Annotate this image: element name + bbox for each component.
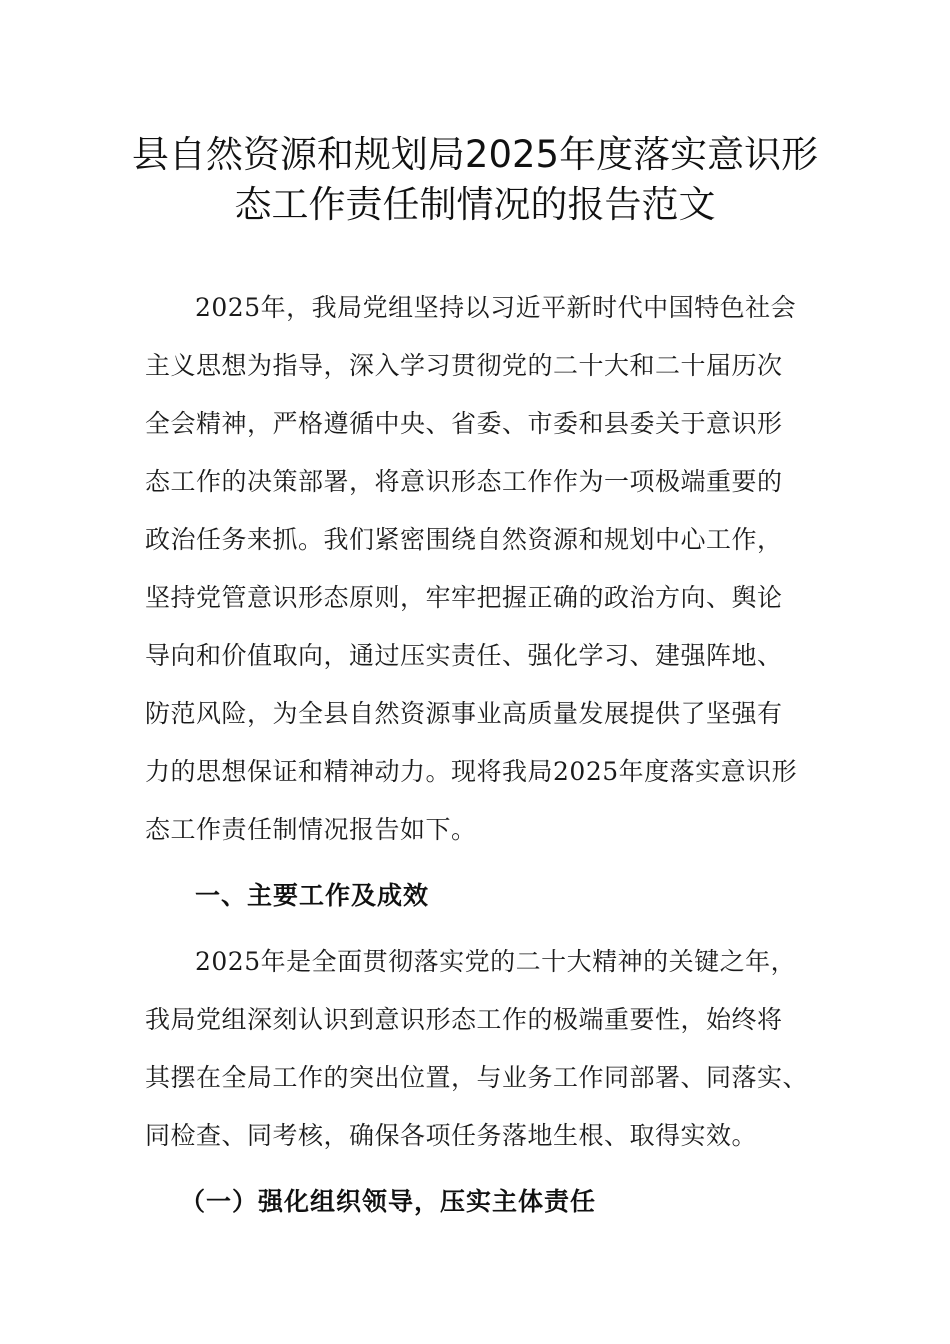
document-title-line-2: 态工作责任制情况的报告范文 [234, 183, 716, 226]
intro-paragraph-line: 2025年，我局党组坚持以习近平新时代中国特色社会 [195, 293, 797, 322]
intro-paragraph-line: 态工作责任制情况报告如下。 [145, 815, 477, 844]
intro-paragraph-line: 全会精神，严格遵循中央、省委、市委和县委关于意识形 [145, 409, 783, 438]
intro-paragraph-line: 防范风险，为全县自然资源事业高质量发展提供了坚强有 [145, 699, 783, 728]
section-1-paragraph-line: 2025年是全面贯彻落实党的二十大精神的关键之年， [195, 947, 797, 976]
section-1-paragraph-line: 我局党组深刻认识到意识形态工作的极端重要性，始终将 [145, 1005, 783, 1034]
section-1-paragraph-line: 同检查、同考核，确保各项任务落地生根、取得实效。 [145, 1121, 758, 1150]
intro-paragraph-line: 态工作的决策部署，将意识形态工作作为一项极端重要的 [145, 467, 783, 496]
intro-paragraph-line: 政治任务来抓。我们紧密围绕自然资源和规划中心工作， [145, 525, 783, 554]
intro-paragraph-line: 坚持党管意识形态原则，牢牢把握正确的政治方向、舆论 [145, 583, 783, 612]
intro-paragraph-line: 力的思想保证和精神动力。现将我局2025年度落实意识形 [145, 757, 798, 786]
section-1-heading: 一、主要工作及成效 [195, 881, 430, 910]
section-1-paragraph-line: 其摆在全局工作的突出位置，与业务工作同部署、同落实、 [145, 1063, 809, 1092]
document-title-line-1: 县自然资源和规划局2025年度落实意识形 [131, 133, 819, 176]
subsection-1-heading: （一）强化组织领导，压实主体责任 [180, 1187, 597, 1216]
intro-paragraph-line: 导向和价值取向，通过压实责任、强化学习、建强阵地、 [145, 641, 783, 670]
intro-paragraph-line: 主义思想为指导，深入学习贯彻党的二十大和二十届历次 [145, 351, 783, 380]
